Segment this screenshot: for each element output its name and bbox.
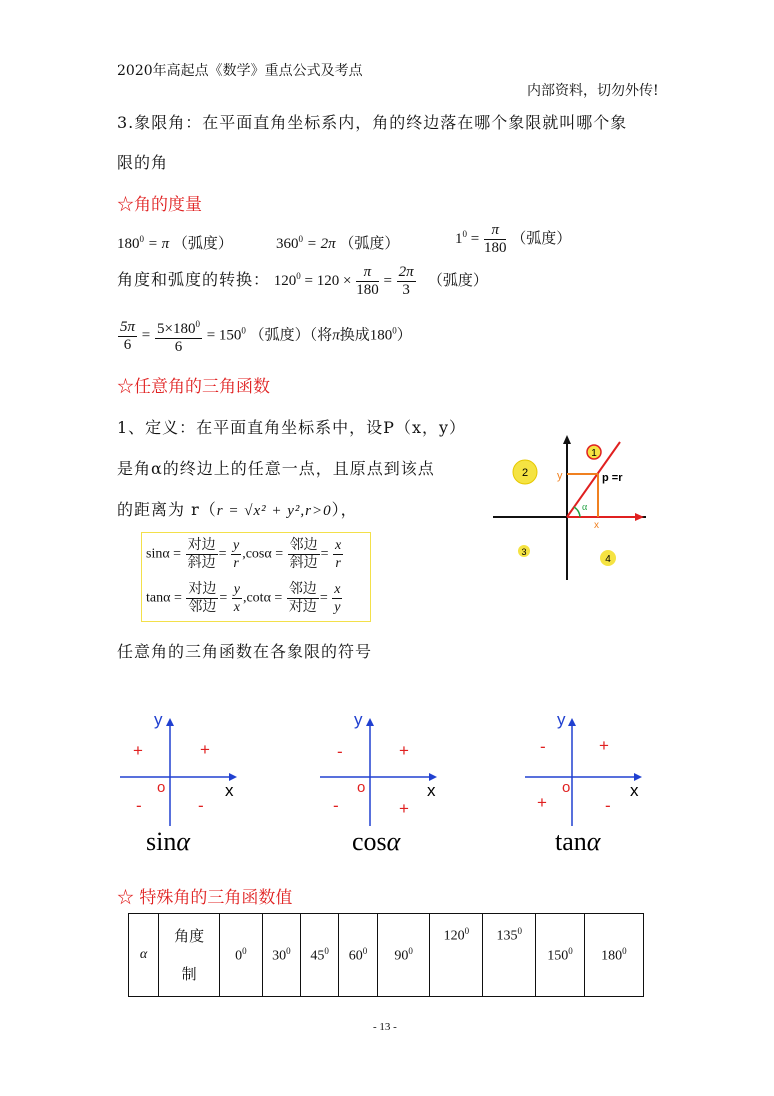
heading-special: ☆ 特殊角的三角函数值: [117, 888, 293, 908]
svg-text:+: +: [399, 799, 409, 818]
conversion-line: 角度和弧度的转换： $120^0 = 120$ × $\frac{\pi}{180}$ = $\frac{2\pi}{3}$ （弧度）: [117, 264, 488, 298]
svg-text:o: o: [562, 779, 571, 796]
page-number: - 13 -: [373, 1021, 397, 1033]
example-line: $\frac{5\pi}{6}$ = $\frac{5\times 180^0}{6}$ = $150^0$ （弧度）（将π换成$180^0$）: [117, 316, 412, 356]
svg-text:-: -: [333, 796, 339, 815]
table-cell-angle: $30^0$: [262, 914, 300, 997]
eq-360-2pi: $360^0 = 2\pi$ （弧度）: [276, 234, 400, 252]
table-cell-angle: $60^0$: [339, 914, 377, 997]
quadrant-2-label: 2: [521, 467, 529, 479]
diagram-pr-label: p =r: [602, 472, 623, 484]
table-cell-angle: $0^0$: [220, 914, 262, 997]
svg-text:x: x: [630, 781, 639, 800]
signs-text: 任意角的三角函数在各象限的符号: [117, 642, 373, 661]
angle-diagram: [488, 432, 654, 584]
section3-line1: 3.象限角：在平面直角坐标系内，角的终边落在哪个象限就叫哪个象: [117, 113, 628, 132]
header-note: 内部资料，切勿外传!: [527, 83, 659, 99]
table-cell-angle: $90^0$: [377, 914, 430, 997]
sign-chart-cos: [315, 708, 455, 858]
heading-trig-any: ☆任意角的三角函数: [117, 377, 270, 397]
formula-sin-cos: sinα = $\frac{\text{对边}}{\text{斜边}}$ = $\frac{y}{r}$ ,cosα = $\frac{\text{邻边}}{\text{斜边}}$ = $\frac{x}{r}$: [146, 538, 342, 571]
svg-text:x: x: [225, 781, 234, 800]
svg-text:cosα: cosα: [352, 827, 401, 856]
table-cell-alpha: α: [129, 914, 159, 997]
svg-text:-: -: [198, 796, 204, 815]
eq-180-pi: $180^0 = \pi$ （弧度）: [117, 234, 233, 252]
heading-angle-measure: ☆角的度量: [117, 195, 202, 215]
quadrant-4-label: 4: [605, 554, 611, 565]
diagram-y-label: y: [557, 470, 563, 482]
svg-text:tanα: tanα: [555, 827, 601, 856]
special-angles-table: [128, 913, 644, 997]
sign-chart-sin: [115, 708, 255, 858]
svg-text:+: +: [599, 736, 609, 755]
svg-text:y: y: [354, 710, 363, 729]
svg-text:o: o: [157, 779, 166, 796]
quadrant-1-label: 1: [591, 448, 597, 459]
svg-text:sinα: sinα: [146, 827, 190, 856]
svg-text:o: o: [357, 779, 366, 796]
svg-text:y: y: [557, 710, 566, 729]
quadrant-3-label: 3: [521, 547, 527, 557]
formula-box: [141, 532, 371, 622]
diagram-alpha: α: [582, 502, 588, 513]
sign-chart-tan: [520, 708, 660, 858]
formula-tan-cot: tanα = $\frac{\text{对边}}{\text{邻边}}$ = $\frac{y}{x}$ ,cotα = $\frac{\text{邻边}}{\text{对边}}$ = $\frac{x}{y}$: [146, 582, 341, 615]
svg-text:x: x: [427, 781, 436, 800]
svg-text:+: +: [133, 741, 143, 760]
eq-1-deg: $1^0$ = $\frac{\pi}{180}$ （弧度）: [455, 222, 572, 256]
svg-text:-: -: [136, 796, 142, 815]
def-line3: 的距离为 r（r = √x² + y²,r>0），: [117, 500, 358, 519]
table-cell-degree-label: 角度 制: [159, 914, 220, 997]
svg-text:+: +: [399, 741, 409, 760]
table-cell-angle: $120^0$: [430, 914, 483, 997]
svg-text:-: -: [605, 796, 611, 815]
svg-text:-: -: [540, 737, 546, 756]
table-cell-angle: $45^0$: [300, 914, 338, 997]
table-cell-angle: $150^0$: [536, 914, 585, 997]
svg-text:y: y: [154, 710, 163, 729]
section3-line2: 限的角: [117, 153, 169, 172]
diagram-x-label: x: [594, 520, 599, 531]
header-title: 2020年高起点《数学》重点公式及考点: [117, 63, 363, 79]
svg-text:-: -: [337, 742, 343, 761]
svg-text:+: +: [537, 793, 547, 812]
table-cell-angle: $180^0$: [584, 914, 643, 997]
def-line1: 1、定义：在平面直角坐标系中，设P（x，y）: [117, 418, 467, 437]
svg-text:+: +: [200, 740, 210, 759]
def-line2: 是角α的终边上的任意一点，且原点到该点: [117, 459, 435, 478]
table-cell-angle: $135^0$: [483, 914, 536, 997]
table-row: [129, 914, 644, 997]
